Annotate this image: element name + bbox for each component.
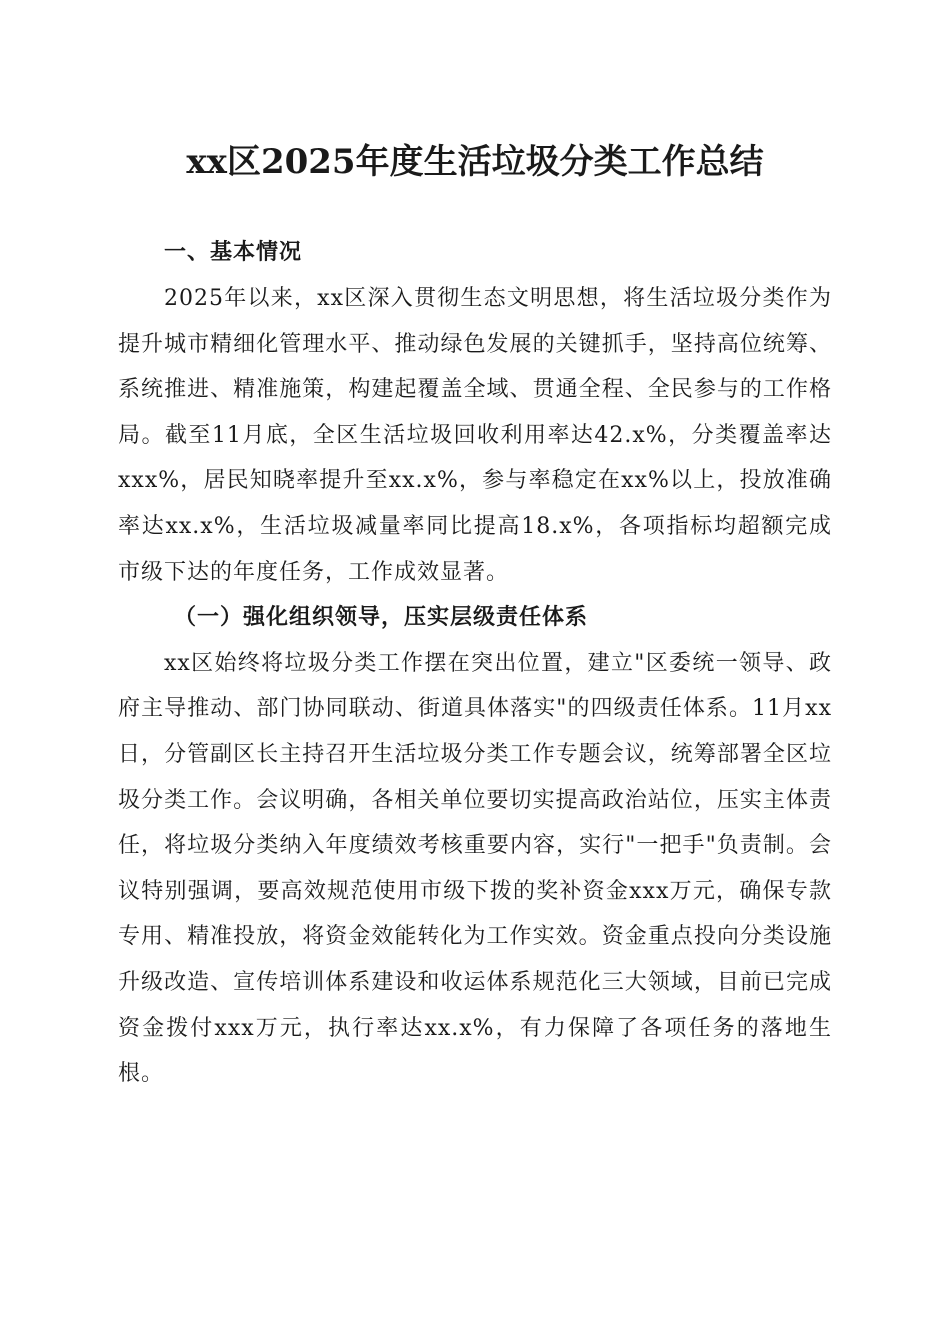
section-heading-basic-situation: 一、基本情况 [164,240,303,265]
document-title: xx区2025年度生活垃圾分类工作总结 [186,142,764,182]
subsection-paragraph-organization: xx区始终将垃圾分类工作摆在突出位置，建立"区委统一领导、政府主导推动、部门协同联动、街道具体落实"的四级责任体系。11月xx日，分管副区长主持召开生活垃圾分类工作专题会议，统筹部署全区垃圾分类工作。会议明确，各相关单位要切实提高政治站位，压实主体责任，将垃圾分类纳入年度绩效考核重要内容，实行"一把手"负责制。会议特别强调，要高效规范使用市级下拨的奖补资金xxx万元，确保专款专用、精准投放，将资金效能转化为工作实效。资金重点投向分类设施升级改造、宣传培训体系建设和收运体系规范化三大领域，目前已完成资金拨付xxx万元，执行率达xx.x%，有力保障了各项任务的落地生根。 [118,650,832,1087]
document-body [118,230,832,1097]
subsection-heading-organization: （一）强化组织领导，压实层级责任体系 [174,604,589,631]
section-paragraph-basic-situation: 2025年以来，xx区深入贯彻生态文明思想，将生活垃圾分类作为提升城市精细化管理水平、推动绿色发展的关键抓手，坚持高位统筹、系统推进、精准施策，构建起覆盖全域、贯通全程、全民参与的工作格局。截至11月底，全区生活垃圾回收利用率达42.x%，分类覆盖率达xxx%，居民知晓率提升至xx.x%，参与率稳定在xx%以上，投放准确率达xx.x%，生活垃圾减量率同比提高18.x%，各项指标均超额完成市级下达的年度任务，工作成效显著。 [118,286,832,585]
